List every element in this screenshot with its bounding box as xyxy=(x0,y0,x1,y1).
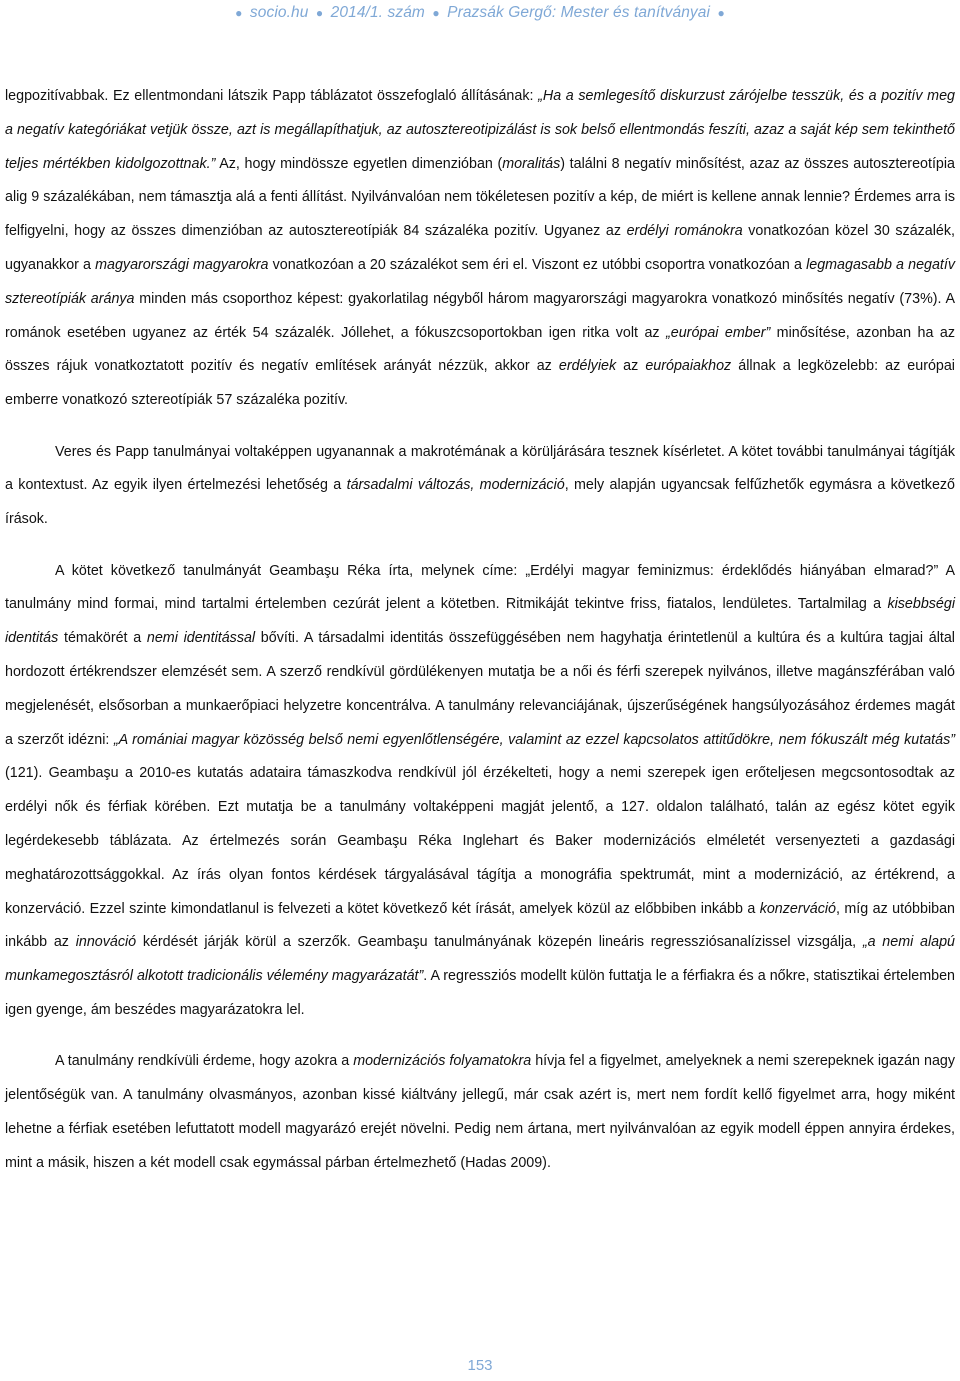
text-run: Veres és Papp tanulmányai voltaképpen ugyanannak a makrotémának a körüljárására tesznek kísérletet. A kötet további tanulmányai tágítják a kontextust. Az egyik ilyen értelmezési lehetőség a xyxy=(5,443,955,494)
text-run: kérdését járják körül a szerzők. Geambaşu tanulmányának közepén lineáris regressziósanalízissel vizsgálja, xyxy=(136,934,863,951)
text-run: , míg az utóbbiban inkább az xyxy=(5,900,955,951)
text-run: minden más csoporthoz képest: gyakorlatilag négyből három magyarországi magyarokra vonatkozó minősítés negatív (73%). A románok esetében ugyanez az érték 54 százalék. Jóllehet, a fókuszcsoportokban igen ritka volt az xyxy=(5,290,955,341)
paragraph xyxy=(5,555,955,1028)
text-run: . A regressziós modellt külön futtatja le a férfiakra és a nőkre, statisztikai értelemben igen gyenge, ám beszédes magyarázatokra lel. xyxy=(5,968,956,1018)
paragraph xyxy=(5,436,955,537)
text-run: A kötet következő tanulmányát Geambaşu Réka írta, melynek címe: „Erdélyi magyar feminizmus: érdeklődés hiányában elmarad?” A tanulmány mind formai, mind tartalmi értelemben cezúrát jelent a kötetben. Ritmikáját tekintve friss, fiatalos, lendületes. Tartalmilag a xyxy=(5,562,955,613)
italic-text: konzerváció xyxy=(759,900,836,917)
text-run: állnak a legközelebb: az európai emberre vonatkozó sztereotípiák 57 százaléka pozitív. xyxy=(5,358,955,409)
text-run: (121). Geambaşu a 2010-es kutatás adataira támaszkodva rendkívül jól érzékelteti, hogy a nemi szerepek igen erőteljesen megcsontosodtak az erdélyi nők és férfiak körében. Ezt mutatja be a tanulmány voltaképpeni magját jelentő, a 127. oldalon található, talán az egész kötet egyik legérdekesebb táblázata. Az értelmezés során Geambaşu Réka Inglehart és Baker modernizációs elméletét versenyezteti a gazdasági meghatározottsággokkal. Az írás olyan fontos kérdések tárgyalásával tágítja a monográfia spektrumát, mint a modernizáció, az értékrend, a konzerváció. Ezzel szinte kimondatlanul is felvezeti a kötet következő két írását, amelyek közül az előbbiben inkább a xyxy=(5,765,955,917)
bullet-icon: ● xyxy=(432,6,440,20)
text-run: vonatkozóan a 20 százalékot sem éri el. Viszont ez utóbbi csoportra vonatkozóan a xyxy=(268,256,807,273)
italic-text: modernizációs folyamatokra xyxy=(353,1053,532,1070)
text-run: témakörét a xyxy=(58,630,147,647)
italic-text: „Ha a semlegesítő diskurzust zárójelbe tesszük, és a pozitív meg a negatív kategóriákat vetjük össze, azt is megállapíthatjuk, az autosztereotipizálást is sok belső ellentmondás feszíti, azaz a saját kép sem tekinthető teljes mértékben kidolgozottnak.” xyxy=(5,88,955,172)
text-run: A tanulmány rendkívüli érdeme, hogy azokra a xyxy=(55,1053,354,1070)
text-run: bővíti. A társadalmi identitás összefüggésében nem hagyhatja érintetlenül a kultúra és a kultúra tagjai által hordozott értékrendszer elemzését sem. A szerző rendkívül gördülékenyen mutatja be a női és férfi szerepek nyilvános, illetve magánszférában való megjelenését, elsősorban a munkaerőpiaci helyzetre koncentrálva. A tanulmány relevanciájának, újszerűségének hangsúlyozásához érdemes magát a szerzőt idézni: xyxy=(5,630,955,748)
text-run: vonatkozóan közel 30 százalék, ugyanakkor a xyxy=(5,223,956,273)
text-run: ) találni 8 negatív minősítést, azaz az összes autosztereotípia alig 9 százalékában, nem támasztja alá a fenti állítást. Nyilvánvalóan nem tökéletesen pozitív a kép, de miért is kellene annak lennie? Érdemes arra is felfigyelni, hogy az összes dimenzióban az autosztereotípiák 84 százaléka pozitív. Ugyanez az xyxy=(5,155,955,240)
text-run: minősítése, azonban ha az összes rájuk vonatkoztatott pozitív és negatív említések arányát nézzük, akkor az xyxy=(5,324,956,375)
bullet-icon: ● xyxy=(717,6,725,20)
italic-text: legmagasabb a negatív sztereotípiák aránya xyxy=(5,256,956,307)
bullet-icon: ● xyxy=(235,6,243,20)
italic-text: erdélyiek xyxy=(558,358,617,375)
italic-text: innováció xyxy=(75,934,137,951)
running-header xyxy=(0,4,960,22)
italic-text: „A romániai magyar közösség belső nemi egyenlőtlenségére, valamint az ezzel kapcsolatos attitűdökre, nem fókuszált még kutatás” xyxy=(113,731,955,748)
text-run: , mely alapján ugyancsak felfűzhetők egymásra a következő írások. xyxy=(5,477,955,528)
article-body xyxy=(5,80,955,1180)
paragraph xyxy=(5,1045,955,1180)
italic-text: társadalmi változás, modernizáció xyxy=(346,477,565,494)
italic-text: európaiakhoz xyxy=(645,358,732,375)
page-number: 153 xyxy=(467,1357,493,1374)
header-issue: 2014/1. szám xyxy=(330,4,425,21)
text-run: az xyxy=(616,358,646,375)
italic-text: moralitás xyxy=(502,155,561,172)
italic-text: magyarországi magyarokra xyxy=(95,256,269,273)
bullet-icon: ● xyxy=(315,6,324,20)
italic-text: kisebbségi identitás xyxy=(5,596,955,647)
italic-text: „a nemi alapú munkamegosztásról alkotott tradicionális vélemény magyarázatát” xyxy=(5,934,955,985)
header-title: Prazsák Gergő: Mester és tanítványai xyxy=(447,4,711,21)
paragraph xyxy=(5,80,955,418)
italic-text: „európai ember” xyxy=(666,324,771,341)
header-site[interactable]: socio.hu xyxy=(249,4,309,21)
text-run: Az, hogy mindössze egyetlen dimenzióban ( xyxy=(215,155,503,172)
text-run: hívja fel a figyelmet, amelyeknek a nemi szerepeknek igazán nagy jelentőségük van. A tanulmány olvasmányos, azonban kissé kiáltvány jellegű, már csak azért is, mert nem fordít kellő figyelmet arra, hogy miként lehetne a férfiak esetében lefuttatott modell magyarázó erejét növelni. Pedig nem ártana, mert nyilvánvalóan az egyik modell éppen annyira érdekes, mint a másik, hiszen a két modell csak egymással párban értelmezhető (Hadas 2009). xyxy=(5,1053,956,1171)
italic-text: nemi identitással xyxy=(146,630,256,647)
text-run: legpozitívabbak. Ez ellentmondani látszik Papp táblázatot összefoglaló állításának: xyxy=(5,88,539,104)
italic-text: erdélyi románokra xyxy=(626,223,743,240)
